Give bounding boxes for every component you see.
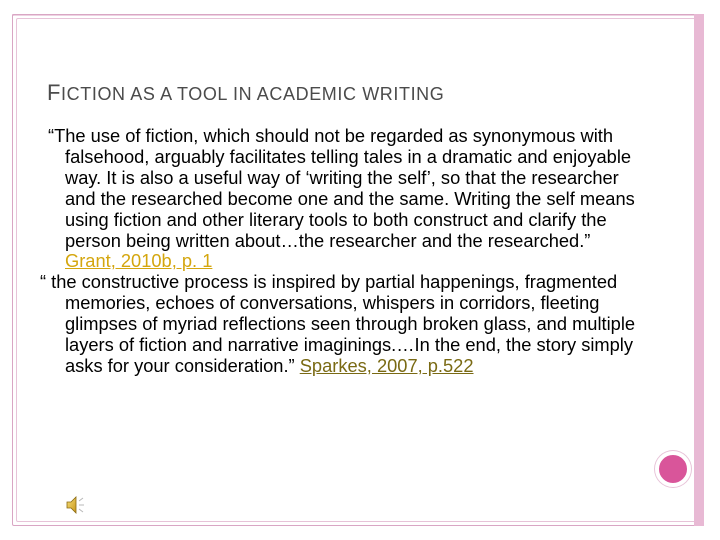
slide-body [40,126,640,377]
side-accent-bar [694,14,704,526]
title-first-letter: F [47,80,62,105]
speaker-icon-graphic [65,493,89,517]
quote-sparkes-text: “ the constructive process is inspired by partial happenings, fragmented memories, echoes of conversations, whispers in corridors, fleeting glimpses of myriad reflections seen through broken glass, and multiple layers of fiction and narrative imaginings.…In the end, the story simply asks for your consideration.” [40,271,636,376]
quote-grant-text: “The use of fiction, which should not be regarded as synonymous with falsehood, arguably facilitates telling tales in a dramatic and enjoyable way. It is also a useful way of ‘writing the self’, so that the researcher and the researched become one and the same. Writing the self means using fiction and other literary tools to both construct and clarify the person being written about…the researcher and the researched.” [48,125,635,251]
title-rest: ICTION AS A TOOL IN ACADEMIC WRITING [61,84,445,104]
slide-title [47,80,444,106]
quote-grant [40,126,640,272]
speaker-icon[interactable] [65,493,89,517]
accent-circle [655,451,691,487]
quote-sparkes [40,272,640,377]
citation-grant-link[interactable]: Grant, 2010b, p. 1 [65,250,213,272]
citation-sparkes-link[interactable]: Sparkes, 2007, p.522 [299,354,474,376]
